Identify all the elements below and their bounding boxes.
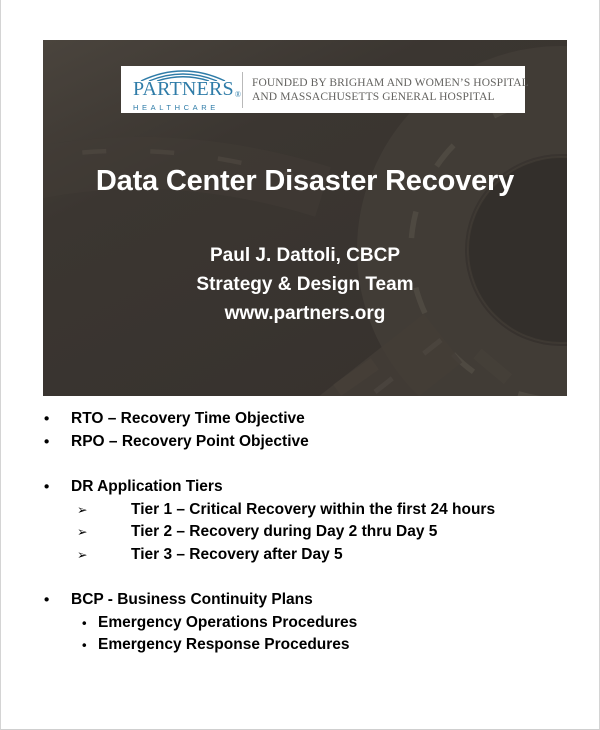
- list-item-text: DR Application Tiers: [71, 478, 223, 496]
- partners-logo-banner: [121, 66, 529, 113]
- brand-subname: HEALTHCARE: [133, 103, 219, 112]
- list-item: [1, 476, 600, 499]
- founded-tagline: [243, 76, 529, 104]
- slide-subtitle: [43, 241, 567, 328]
- bullet-icon: •: [44, 433, 50, 451]
- notes-bullet-list: [1, 408, 600, 657]
- bullet-icon: •: [82, 615, 87, 631]
- list-item: [1, 544, 600, 567]
- founded-tagline-line1: FOUNDED BY BRIGHAM AND WOMEN’S HOSPITAL: [252, 76, 529, 89]
- slide-title: Data Center Disaster Recovery: [95, 165, 515, 197]
- arrowhead-bullet-icon: ➢: [77, 524, 88, 539]
- author-name: Paul J. Dattoli, CBCP: [209, 245, 401, 266]
- list-item-text: RTO – Recovery Time Objective: [71, 410, 305, 428]
- list-item-text: Emergency Response Procedures: [98, 636, 350, 654]
- list-spacer: [1, 453, 600, 476]
- list-item: [1, 431, 600, 454]
- list-item-text: RPO – Recovery Point Objective: [71, 432, 309, 450]
- list-spacer: [1, 566, 600, 589]
- list-item: [1, 634, 600, 657]
- partners-logo: [121, 67, 242, 112]
- founded-tagline-line2: AND MASSACHUSETTS GENERAL HOSPITAL: [252, 90, 495, 103]
- bullet-icon: •: [44, 591, 50, 609]
- list-item: [1, 521, 600, 544]
- bullet-icon: •: [82, 637, 87, 653]
- list-item-text: Tier 2 – Recovery during Day 2 thru Day 5: [131, 523, 438, 541]
- arrowhead-bullet-icon: ➢: [77, 546, 88, 562]
- list-item-text: BCP - Business Continuity Plans: [71, 591, 313, 609]
- brand-name: [133, 78, 242, 101]
- list-item: [1, 499, 600, 522]
- list-item: [1, 589, 600, 612]
- team-name: Strategy & Design Team: [196, 274, 414, 295]
- website-url: www.partners.org: [224, 303, 386, 324]
- arrowhead-bullet-icon: ➢: [77, 501, 88, 517]
- list-item: [1, 408, 600, 431]
- list-item-text: Emergency Operations Procedures: [98, 613, 358, 631]
- title-slide: [43, 40, 567, 396]
- bullet-icon: •: [44, 478, 50, 496]
- list-item-text: Tier 1 – Critical Recovery within the first 24 hours: [131, 500, 496, 518]
- registered-mark: ®: [234, 90, 242, 99]
- brand-text: PARTNERS: [133, 78, 234, 100]
- bullet-icon: •: [44, 410, 50, 428]
- list-item-text: Tier 3 – Recovery after Day 5: [131, 545, 343, 563]
- list-item: [1, 612, 600, 635]
